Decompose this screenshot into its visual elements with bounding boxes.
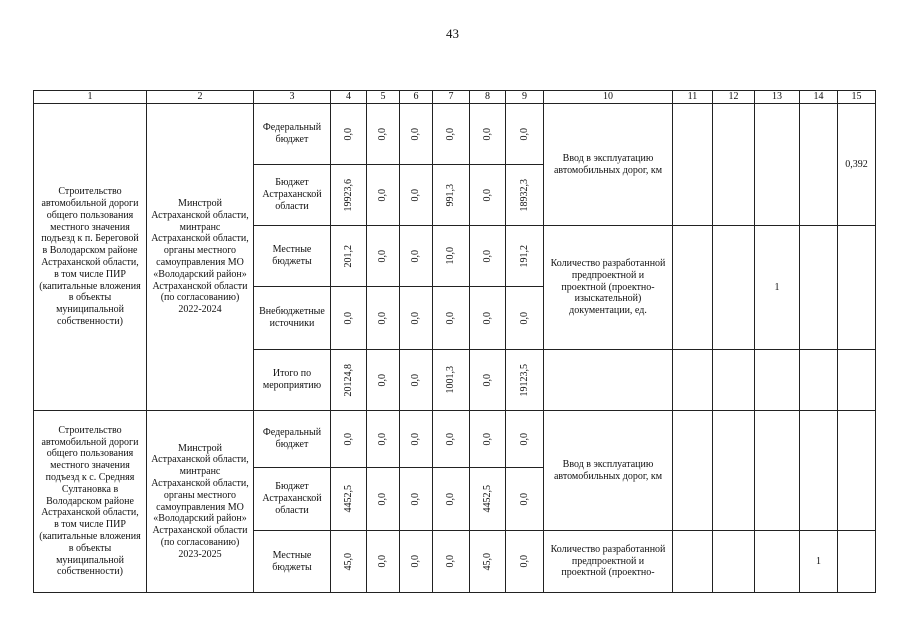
value-cell: 0,0 bbox=[481, 188, 493, 202]
col-header: 8 bbox=[470, 91, 506, 104]
value-cell: 0,0 bbox=[481, 249, 493, 263]
value-cell: 0,0 bbox=[481, 373, 493, 387]
indicator-value bbox=[713, 350, 755, 411]
indicator-value bbox=[838, 350, 876, 411]
value-cell: 0,0 bbox=[518, 555, 530, 568]
value-cell: 0,0 bbox=[445, 492, 457, 506]
value-cell: 0,0 bbox=[518, 311, 530, 325]
value-cell: 0,0 bbox=[410, 249, 422, 263]
indicator-value bbox=[838, 531, 876, 593]
table-row bbox=[34, 411, 876, 468]
value-cell: 0,0 bbox=[342, 127, 354, 141]
indicator-value bbox=[713, 531, 755, 593]
indicator-value bbox=[800, 350, 838, 411]
value-cell: 0,0 bbox=[410, 127, 422, 141]
col-header: 6 bbox=[400, 91, 433, 104]
indicator-value bbox=[673, 104, 713, 226]
col-header: 2 bbox=[147, 91, 254, 104]
value-cell: 0,0 bbox=[410, 432, 422, 446]
indicator-value bbox=[755, 104, 800, 226]
indicator-value bbox=[713, 104, 755, 226]
indicator-cell bbox=[544, 350, 673, 411]
col-header: 4 bbox=[331, 91, 367, 104]
table-row bbox=[34, 104, 876, 165]
value-cell: 0,0 bbox=[410, 373, 422, 387]
value-cell: 0,0 bbox=[342, 311, 354, 325]
col-header: 7 bbox=[433, 91, 470, 104]
value-cell: 0,0 bbox=[481, 127, 493, 141]
col-header: 12 bbox=[713, 91, 755, 104]
indicator-value bbox=[755, 411, 800, 531]
indicator-value bbox=[673, 226, 713, 350]
value-cell: 4452,5 bbox=[342, 485, 354, 513]
indicator-value bbox=[755, 350, 800, 411]
measure-name: Строительство автомобильной дороги общего пользования местного значения подъезд к с. Средняя Султановка в Володарском районе Астраханской области, в том числе ПИР (капитальные вложения в объекты муниципальной собственности) bbox=[34, 411, 147, 593]
funding-source: Федеральный бюджет bbox=[254, 104, 331, 165]
indicator-cell: Количество разработанной предпроектной и проектной (проектно-изыскательной) документации, ед. bbox=[544, 226, 673, 350]
value-cell: 191,2 bbox=[518, 244, 530, 268]
value-cell: 0,0 bbox=[518, 492, 530, 506]
value-cell: 0,0 bbox=[410, 492, 422, 506]
value-cell: 45,0 bbox=[481, 552, 493, 571]
value-cell: 991,3 bbox=[445, 183, 457, 207]
col-header: 5 bbox=[367, 91, 400, 104]
indicator-value: 1 bbox=[800, 531, 838, 593]
indicator-value bbox=[838, 226, 876, 350]
value-cell: 10,0 bbox=[445, 247, 457, 265]
indicator-value bbox=[673, 411, 713, 531]
indicator-value bbox=[755, 531, 800, 593]
funding-source: Местные бюджеты bbox=[254, 531, 331, 593]
value-cell: 0,0 bbox=[481, 311, 493, 325]
value-cell: 0,0 bbox=[445, 432, 457, 446]
value-cell: 0,0 bbox=[518, 432, 530, 446]
indicator-value bbox=[673, 350, 713, 411]
indicator-value: 0,392 bbox=[838, 104, 876, 226]
value-cell: 0,0 bbox=[377, 555, 389, 568]
indicator-cell: Количество разработанной предпроектной и проектной (проектно- bbox=[544, 531, 673, 593]
value-cell: 0,0 bbox=[377, 311, 389, 325]
indicator-value bbox=[713, 411, 755, 531]
value-cell: 0,0 bbox=[445, 127, 457, 141]
value-cell: 19123,5 bbox=[518, 363, 530, 397]
col-header: 3 bbox=[254, 91, 331, 104]
executor-cell: Минстрой Астраханской области, минтранс Астраханской области, органы местного самоуправления МО «Володарский район» Астраханской области (по согласованию) 2023-2025 bbox=[147, 411, 254, 593]
funding-source: Бюджет Астраханской области bbox=[254, 165, 331, 226]
value-cell: 0,0 bbox=[410, 188, 422, 202]
indicator-value bbox=[713, 226, 755, 350]
value-cell: 18932,3 bbox=[518, 178, 530, 212]
header-row bbox=[34, 91, 876, 104]
indicator-value bbox=[800, 411, 838, 531]
value-cell: 0,0 bbox=[342, 432, 354, 446]
value-cell: 20124,8 bbox=[342, 363, 354, 397]
funding-source: Бюджет Астраханской области bbox=[254, 468, 331, 531]
value-cell: 201,2 bbox=[342, 244, 354, 268]
value-cell: 0,0 bbox=[377, 249, 389, 263]
col-header: 14 bbox=[800, 91, 838, 104]
value-cell: 0,0 bbox=[377, 492, 389, 506]
funding-source: Местные бюджеты bbox=[254, 226, 331, 287]
col-header: 10 bbox=[544, 91, 673, 104]
indicator-cell: Ввод в эксплуатацию автомобильных дорог, км bbox=[544, 411, 673, 531]
value-cell: 0,0 bbox=[410, 555, 422, 568]
col-header: 15 bbox=[838, 91, 876, 104]
indicator-value bbox=[800, 104, 838, 226]
value-cell: 0,0 bbox=[377, 127, 389, 141]
col-header: 11 bbox=[673, 91, 713, 104]
value-cell: 0,0 bbox=[445, 311, 457, 325]
col-header: 13 bbox=[755, 91, 800, 104]
executor-cell: Минстрой Астраханской области, минтранс Астраханской области, органы местного самоуправления МО «Володарский район» Астраханской области (по согласованию) 2022-2024 bbox=[147, 104, 254, 411]
value-cell: 0,0 bbox=[377, 188, 389, 202]
measure-name: Строительство автомобильной дороги общего пользования местного значения подъезд к п. Береговой в Володарском районе Астраханской области, в том числе ПИР (капитальные вложения в объекты муниципальной собственности) bbox=[34, 104, 147, 411]
value-cell: 19923,6 bbox=[342, 178, 354, 212]
indicator-value bbox=[673, 531, 713, 593]
program-table bbox=[33, 90, 876, 593]
indicator-value bbox=[800, 226, 838, 350]
value-cell: 0,0 bbox=[518, 127, 530, 141]
value-cell: 4452,5 bbox=[481, 485, 493, 513]
indicator-cell: Ввод в эксплуатацию автомобильных дорог, км bbox=[544, 104, 673, 226]
value-cell: 0,0 bbox=[377, 432, 389, 446]
col-header: 9 bbox=[506, 91, 544, 104]
value-cell: 0,0 bbox=[377, 373, 389, 387]
page-number: 43 bbox=[446, 26, 459, 41]
value-cell: 0,0 bbox=[410, 311, 422, 325]
value-cell: 0,0 bbox=[481, 432, 493, 446]
value-cell: 1001,3 bbox=[445, 366, 457, 394]
funding-source: Внебюджетные источники bbox=[254, 287, 331, 350]
col-header: 1 bbox=[34, 91, 147, 104]
value-cell: 45,0 bbox=[342, 552, 354, 571]
funding-source: Итого по мероприятию bbox=[254, 350, 331, 411]
value-cell: 0,0 bbox=[445, 555, 457, 568]
funding-source: Федеральный бюджет bbox=[254, 411, 331, 468]
indicator-value bbox=[838, 411, 876, 531]
indicator-value: 1 bbox=[755, 226, 800, 350]
